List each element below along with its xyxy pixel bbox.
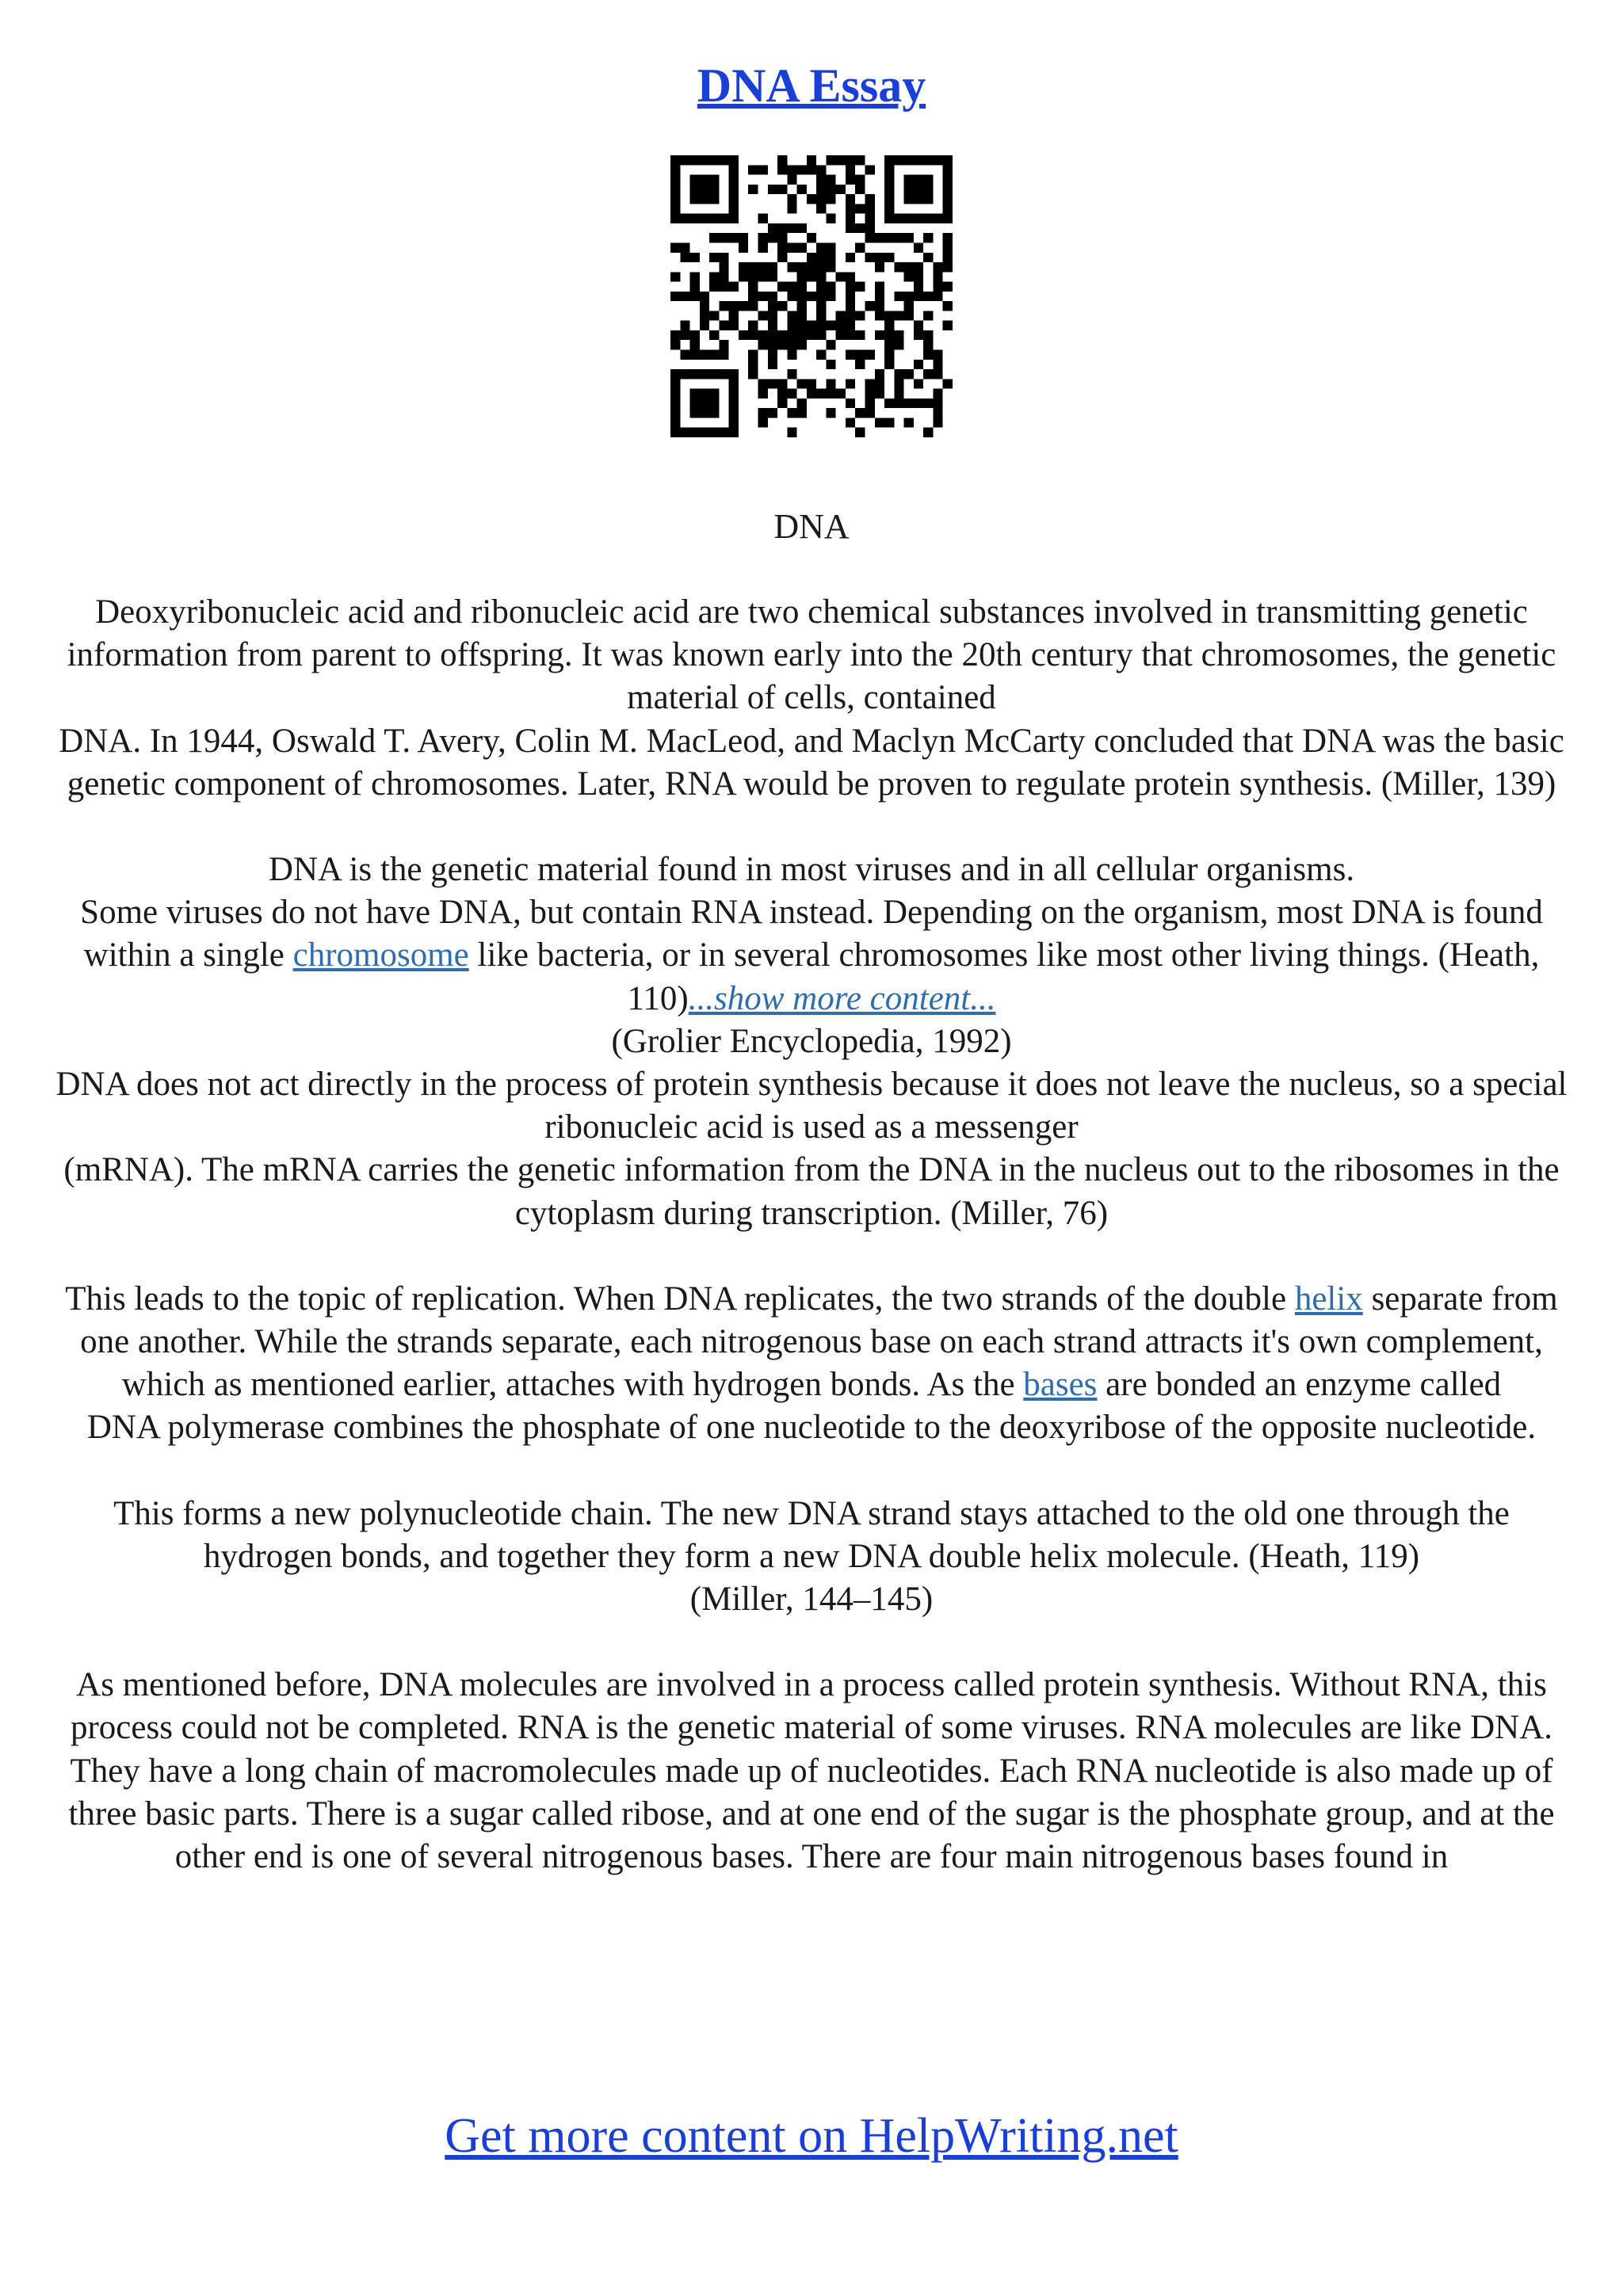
paragraph-4-line-1: This forms a new polynucleotide chain. The new DNA strand stays attached to the old one through the hydrogen bonds, and together they form a new DNA double helix molecule. (Heath, 119) bbox=[113, 1494, 1510, 1575]
get-more-content-link[interactable]: Get more content on HelpWriting.net bbox=[445, 2109, 1178, 2163]
paragraph-2-text-a: Some viruses do not have DNA, but contain RNA instead. Depending on the organism, most DNA is found within a single bbox=[80, 894, 1543, 974]
document-title bbox=[0, 57, 1623, 114]
essay-heading: DNA bbox=[773, 507, 850, 546]
paragraph-3-text-a: This leads to the topic of replication. When DNA replicates, the two strands of the double bbox=[65, 1280, 1295, 1318]
paragraph-4 bbox=[55, 1493, 1568, 1622]
paragraph-5 bbox=[55, 1664, 1568, 1878]
paragraph-3-text-b: separate from one another. While the strands separate, each nitrogenous base on each strand attracts it's own complement, which as mentioned earlier, attaches with hydrogen bonds. As the bbox=[80, 1280, 1558, 1404]
bases-link[interactable]: bases bbox=[1023, 1366, 1098, 1404]
paragraph-2-text-b: like bacteria, or in several chromosomes like most other living things. (Heath, 110) bbox=[468, 936, 1540, 1017]
paragraph-5-line-1: As mentioned before, DNA molecules are involved in a process called protein synthesis. Without RNA, this process could not be completed. RNA is the genetic material of some viruses. RNA molecules are like DNA. They have a long chain of macromolecules made up of nucleotides. Each RNA nucleotide is also made up of three basic parts. There is a sugar called ribose, and at one end of the sugar is the phosphate group, and at the other end is one of several nitrogenous bases. There are four main nitrogenous bases found in bbox=[68, 1666, 1555, 1876]
paragraph-3 bbox=[55, 1278, 1568, 1450]
paragraph-3-line-1 bbox=[55, 1278, 1568, 1407]
title-link[interactable]: DNA Essay bbox=[697, 59, 926, 112]
paragraph-2 bbox=[55, 849, 1568, 1235]
paragraph-2-line-4: DNA does not act directly in the process of protein synthesis because it does not leave the nucleus, so a special ribonucleic acid is used as a messenger bbox=[55, 1066, 1568, 1146]
paragraph-1-line-1: Deoxyribonucleic acid and ribonucleic acid are two chemical substances involved in transmitting genetic information from parent to offspring. It was known early into the 20th century that chromosomes, the genetic material of cells, contained bbox=[67, 593, 1556, 717]
qr-code-icon bbox=[670, 155, 953, 437]
citation-grolier: (Grolier Encyclopedia, 1992) bbox=[611, 1022, 1012, 1060]
paragraph-2-line-1: DNA is the genetic material found in most viruses and in all cellular organisms. bbox=[268, 851, 1355, 889]
essay-body bbox=[55, 591, 1568, 1878]
show-more-link[interactable]: ...show more content... bbox=[688, 979, 996, 1017]
citation-miller: (Miller, 144–145) bbox=[689, 1581, 934, 1619]
chromosome-link[interactable]: chromosome bbox=[292, 936, 469, 974]
paragraph-3-line-2: DNA polymerase combines the phosphate of one nucleotide to the deoxyribose of the opposite nucleotide. bbox=[86, 1409, 1537, 1447]
paragraph-2-line-5: (mRNA). The mRNA carries the genetic information from the DNA in the nucleus out to the ribosomes in the cytoplasm during transcription. (Miller, 76) bbox=[63, 1151, 1560, 1232]
footer-cta bbox=[0, 2106, 1623, 2166]
helix-link[interactable]: helix bbox=[1294, 1280, 1363, 1318]
paragraph-1 bbox=[55, 591, 1568, 806]
paragraph-3-text-c: are bonded an enzyme called bbox=[1097, 1366, 1502, 1404]
paragraph-1-line-2: DNA. In 1944, Oswald T. Avery, Colin M. MacLeod, and Maclyn McCarty concluded that DNA was the basic genetic component of chromosomes. Later, RNA would be proven to regulate protein synthesis. (Miller, 139) bbox=[59, 722, 1564, 803]
paragraph-2-line-2 bbox=[55, 891, 1568, 1020]
